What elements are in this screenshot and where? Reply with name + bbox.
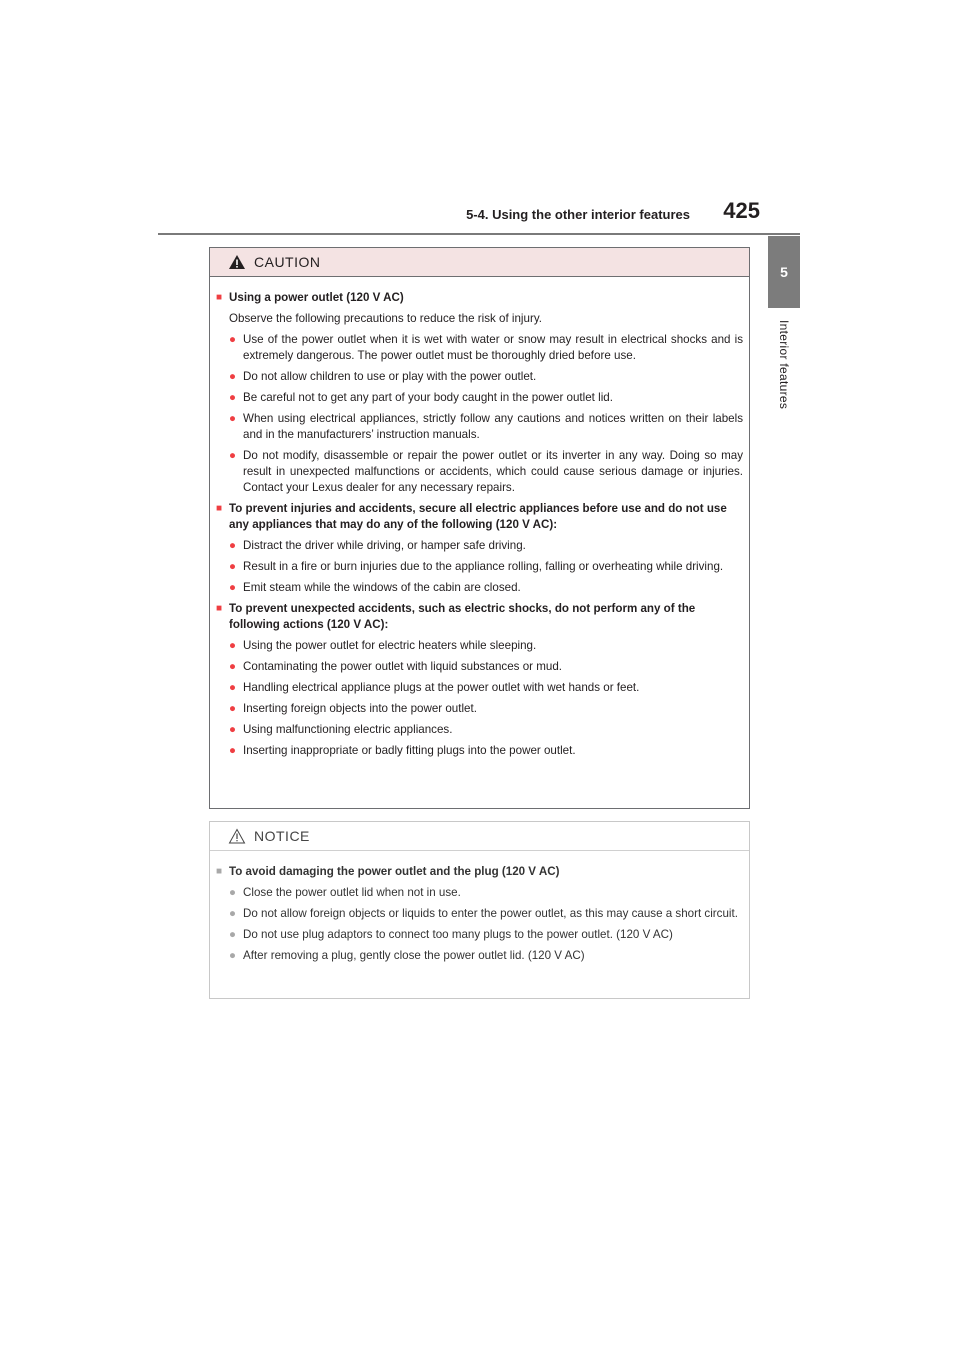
section-heading [216, 290, 743, 306]
list-item [216, 659, 743, 675]
round-bullet-icon: ● [229, 660, 237, 673]
list-item [216, 680, 743, 696]
chapter-label-text: Interior features [777, 320, 791, 410]
list-item-text: Contaminating the power outlet with liquid substances or mud. [243, 660, 563, 673]
section-heading [216, 601, 743, 633]
section-intro: Observe the following precautions to reduce the risk of injury. [229, 312, 542, 325]
header-divider [158, 233, 800, 235]
list-item [216, 906, 743, 922]
round-bullet-icon: ● [229, 702, 237, 715]
round-bullet-icon: ● [229, 560, 237, 573]
round-bullet-icon: ● [229, 412, 237, 425]
list-item-text: When using electrical appliances, strictly follow any cautions and notices written on their labels and in the manufacturers’ instruction manuals. [243, 412, 743, 441]
section-heading-text: Using a power outlet (120 V AC) [229, 291, 404, 304]
list-item [216, 559, 743, 575]
section-heading-text: To avoid damaging the power outlet and the plug (120 V AC) [229, 865, 560, 878]
notice-header [210, 822, 749, 851]
list-item [216, 538, 743, 554]
round-bullet-icon: ● [229, 723, 237, 736]
list-item [216, 885, 743, 901]
list-item [216, 411, 743, 443]
list-item-text: Result in a fire or burn injuries due to the appliance rolling, falling or overheating while driving. [243, 560, 724, 573]
section-heading-text: To prevent unexpected accidents, such as electric shocks, do not perform any of the following actions (120 V AC): [229, 602, 696, 631]
round-bullet-icon: ● [229, 370, 237, 383]
round-bullet-icon: ● [229, 907, 237, 920]
list-item [216, 369, 743, 385]
list-item-text: Use of the power outlet when it is wet with water or snow may result in electrical shocks and is extremely dangerous. The power outlet must be thoroughly dried before use. [243, 333, 743, 362]
list-item [216, 638, 743, 654]
list-item-text: Handling electrical appliance plugs at the power outlet with wet hands or feet. [243, 681, 640, 694]
round-bullet-icon: ● [229, 539, 237, 552]
round-bullet-icon: ● [229, 744, 237, 757]
warning-triangle-icon [228, 254, 246, 270]
list-item-text: After removing a plug, gently close the power outlet lid. (120 V AC) [243, 949, 585, 962]
round-bullet-icon: ● [229, 581, 237, 594]
list-item-text: Do not modify, disassemble or repair the power outlet or its inverter in any way. Doing so may result in unexpected malfunctions or accidents, which could cause serious damage or injuries. Contact your Lexus dealer for any necessary repairs. [243, 449, 743, 494]
list-item [216, 448, 743, 496]
list-item-text: Emit steam while the windows of the cabin are closed. [243, 581, 521, 594]
caution-title: CAUTION [254, 254, 321, 270]
list-item-text: Inserting inappropriate or badly fitting plugs into the power outlet. [243, 744, 576, 757]
square-bullet-icon: ■ [216, 603, 223, 614]
caution-header [210, 248, 749, 277]
list-item [216, 390, 743, 406]
list-item [216, 722, 743, 738]
caution-body [210, 277, 749, 759]
list-item-text: Close the power outlet lid when not in use. [243, 886, 461, 899]
round-bullet-icon: ● [229, 928, 237, 941]
list-item [216, 332, 743, 364]
chapter-tab: 5 [768, 236, 800, 308]
notice-triangle-icon [228, 828, 246, 844]
list-item-text: Using malfunctioning electric appliances. [243, 723, 453, 736]
list-item [216, 948, 743, 964]
page-number: 425 [723, 198, 760, 223]
chapter-label [768, 320, 800, 790]
notice-title: NOTICE [254, 828, 310, 844]
section-title: 5-4. Using the other interior features [466, 207, 690, 222]
list-item-text: Distract the driver while driving, or hamper safe driving. [243, 539, 526, 552]
square-bullet-icon: ■ [216, 866, 223, 877]
square-bullet-icon: ■ [216, 292, 223, 303]
section-heading [216, 864, 743, 880]
section-heading-text: To prevent injuries and accidents, secure all electric appliances before use and do not use any appliances that may do any of the following (120 V AC): [229, 502, 727, 531]
square-bullet-icon: ■ [216, 503, 223, 514]
round-bullet-icon: ● [229, 391, 237, 404]
round-bullet-icon: ● [229, 333, 237, 346]
round-bullet-icon: ● [229, 449, 237, 462]
round-bullet-icon: ● [229, 949, 237, 962]
round-bullet-icon: ● [229, 886, 237, 899]
section-heading [216, 501, 743, 533]
caution-box [209, 247, 750, 809]
list-item-text: Do not allow foreign objects or liquids to enter the power outlet, as this may cause a short circuit. [243, 907, 738, 920]
round-bullet-icon: ● [229, 681, 237, 694]
list-item-text: Be careful not to get any part of your body caught in the power outlet lid. [243, 391, 613, 404]
list-item-text: Inserting foreign objects into the power outlet. [243, 702, 477, 715]
list-item-text: Using the power outlet for electric heaters while sleeping. [243, 639, 537, 652]
list-item [216, 580, 743, 596]
notice-body [210, 851, 749, 964]
list-item-text: Do not allow children to use or play with the power outlet. [243, 370, 537, 383]
list-item-text: Do not use plug adaptors to connect too many plugs to the power outlet. (120 V AC) [243, 928, 673, 941]
round-bullet-icon: ● [229, 639, 237, 652]
list-item [216, 701, 743, 717]
list-item [216, 743, 743, 759]
notice-box [209, 821, 750, 999]
list-item [216, 927, 743, 943]
